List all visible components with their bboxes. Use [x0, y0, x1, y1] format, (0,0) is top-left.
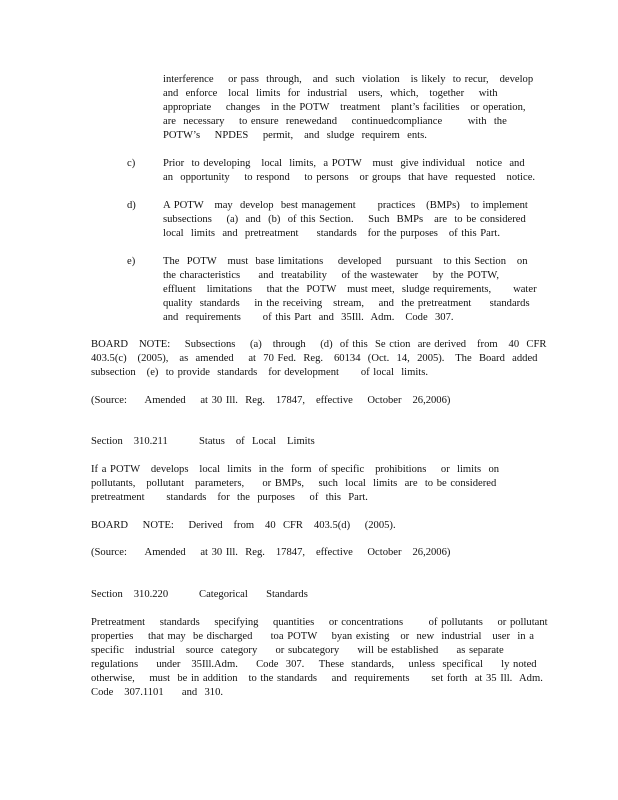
item-d-text	[163, 199, 528, 241]
text-line: are necessary to ensure renewedand continuedcompliance with the	[163, 116, 507, 127]
item-letter-e: e)	[127, 256, 136, 267]
item-c-text	[163, 157, 536, 185]
text-line: pretreatment standards for the purposes of this Part.	[91, 492, 368, 503]
text-line: 403.5(c) (2005), as amended at 70 Fed. Reg. 60134 (Oct. 14, 2005). The Board added	[91, 353, 538, 364]
section-number: Section 310.220	[91, 589, 169, 600]
item-letter-c: c)	[127, 158, 136, 169]
text-line: and enforce local limits for industrial users, which, together with	[163, 88, 498, 99]
text-line: local limits and pretreatment standards for the purposes of this Part.	[163, 228, 500, 239]
section-310-211-heading	[91, 435, 315, 449]
section-310-220-heading	[91, 588, 308, 602]
text-line: properties that may be discharged toa POTW byan existing or new industrial user in a	[91, 631, 534, 642]
text-line: effluent limitations that the POTW must meet, sludge requirements, water	[163, 284, 537, 295]
text-line: the characteristics and treatability of the wastewater by the POTW,	[163, 270, 499, 281]
source-note-1: (Source: Amended at 30 Ill. Reg. 17847, effective October 26,2006)	[91, 395, 451, 406]
text-line: Code 307.1101 and 310.	[91, 687, 224, 698]
section-310-211-body	[91, 463, 521, 505]
item-e-text	[163, 255, 537, 325]
text-line: pollutants, pollutant parameters, or BMPs, such local limits are to be considered	[91, 478, 497, 489]
source-note-2: (Source: Amended at 30 Ill. Reg. 17847, effective October 26,2006)	[91, 547, 451, 558]
text-line: and requirements of this Part and 35Ill. Adm. Code 307.	[163, 312, 454, 323]
text-line: otherwise, must be in addition to the standards and requirements set forth at 35 Ill. Adm.	[91, 673, 543, 684]
item-letter-d: d)	[127, 200, 136, 211]
text-line: The POTW must base limitations developed pursuant to this Section on	[163, 256, 528, 267]
text-line: interference or pass through, and such violation is likely to recur, develop	[163, 74, 534, 85]
section-310-220-body	[91, 616, 548, 700]
text-line: quality standards in the receiving stream, and the pretreatment standards	[163, 298, 530, 309]
text-line: If a POTW develops local limits in the form of specific prohibitions or limits on	[91, 464, 500, 475]
section-number: Section 310.211	[91, 436, 168, 447]
text-line: subsection (e) to provide standards for development of local limits.	[91, 367, 428, 378]
section-title: Status of Local Limits	[199, 436, 315, 447]
continuation-paragraph	[163, 73, 534, 143]
board-note-2: BOARD NOTE: Derived from 40 CFR 403.5(d) (2005).	[91, 520, 396, 531]
text-line: Prior to developing local limits, a POTW must give individual notice and	[163, 158, 525, 169]
text-line: specific industrial source category or subcategory will be established as separate	[91, 645, 504, 656]
text-line: an opportunity to respond to persons or groups that have requested notice.	[163, 172, 536, 183]
text-line: A POTW may develop best management practices (BMPs) to implement	[163, 200, 528, 211]
text-line: subsections (a) and (b) of this Section. Such BMPs are to be considered	[163, 214, 526, 225]
section-title: Categorical Standards	[199, 589, 308, 600]
text-line: appropriate changes in the POTW treatment plant’s facilities or operation,	[163, 102, 526, 113]
text-line: BOARD NOTE: Subsections (a) through (d) of this Se ction are derived from 40 CFR	[91, 339, 547, 350]
text-line: Pretreatment standards specifying quantities or concentrations of pollutants or pollutant	[91, 617, 548, 628]
text-line: regulations under 35Ill.Adm. Code 307. These standards, unless specifical ly noted	[91, 659, 537, 670]
board-note-1	[91, 338, 547, 380]
text-line: POTW’s NPDES permit, and sludge requirem ents.	[163, 130, 427, 141]
